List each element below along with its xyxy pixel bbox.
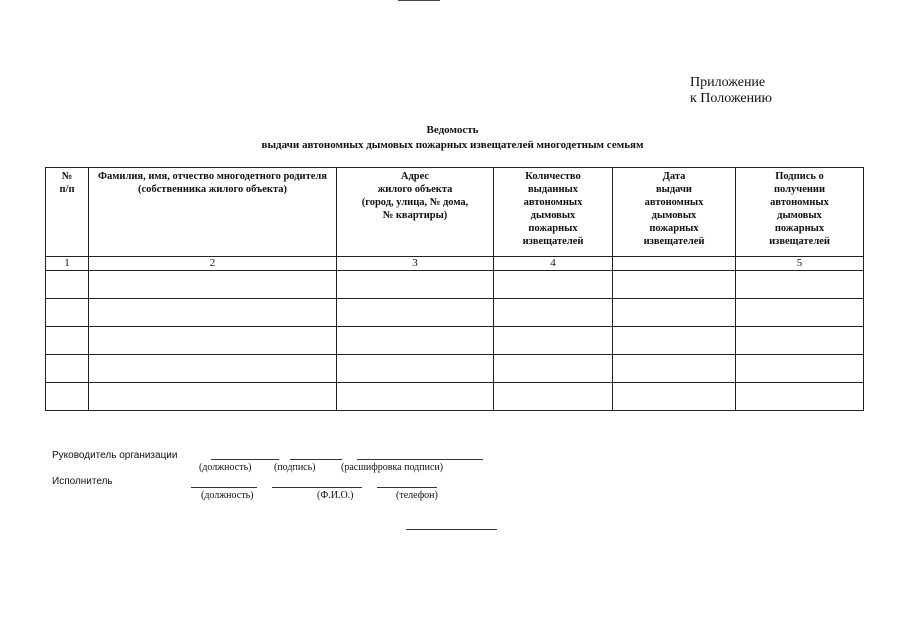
header-cell: [613, 168, 736, 257]
table-cell[interactable]: [494, 327, 613, 355]
header-cell: [46, 168, 89, 257]
header-cell: [337, 168, 494, 257]
header-cell: [89, 168, 337, 257]
table-cell[interactable]: [337, 383, 494, 411]
column-number: 1: [46, 257, 89, 271]
table-cell[interactable]: [337, 327, 494, 355]
header-quantity: Количество выданных автономных дымовых пожарных извещателей: [522, 171, 584, 247]
column-number-row: [46, 257, 864, 271]
document-subtitle: выдачи автономных дымовых пожарных извещателей многодетным семьям: [261, 139, 644, 151]
table-cell[interactable]: [46, 355, 89, 383]
table-cell[interactable]: [494, 355, 613, 383]
executor-name-line: [272, 487, 362, 488]
column-number: 3: [337, 257, 494, 271]
header-number: № п/п: [59, 171, 75, 195]
table-cell[interactable]: [337, 271, 494, 299]
table-cell[interactable]: [613, 383, 736, 411]
table-cell[interactable]: [89, 271, 337, 299]
header-date: Дата выдачи автономных дымовых пожарных извещателей: [643, 171, 705, 247]
document-title: Ведомость: [426, 124, 479, 136]
appendix-line-1: Приложение: [690, 75, 766, 90]
table-cell[interactable]: [736, 299, 864, 327]
register-table: [45, 167, 864, 411]
table-cell[interactable]: [89, 355, 337, 383]
column-number: [613, 257, 736, 271]
head-signature-caption: (подпись): [274, 462, 316, 473]
table-cell[interactable]: [736, 383, 864, 411]
executor-position-caption: (должность): [201, 490, 254, 501]
table-cell[interactable]: [89, 383, 337, 411]
head-decoding-caption: (расшифровка подписи): [341, 462, 444, 473]
table-row: [46, 355, 864, 383]
head-position-line: [211, 459, 279, 460]
table-cell[interactable]: [46, 271, 89, 299]
table-cell[interactable]: [494, 271, 613, 299]
header-cell: [736, 168, 864, 257]
table-row: [46, 383, 864, 411]
appendix-note: [690, 75, 772, 107]
table-cell[interactable]: [89, 327, 337, 355]
table-row: [46, 327, 864, 355]
executor-position-line: [191, 487, 257, 488]
table-cell[interactable]: [337, 355, 494, 383]
header-fullname: Фамилия, имя, отчество многодетного родителя (собственника жилого объекта): [97, 171, 327, 195]
executor-name-caption: (Ф.И.О.): [317, 490, 354, 501]
head-signature-line: [290, 459, 342, 460]
column-number: 4: [494, 257, 613, 271]
table-cell[interactable]: [736, 271, 864, 299]
header-cell: [494, 168, 613, 257]
table-cell[interactable]: [46, 383, 89, 411]
table-cell[interactable]: [46, 327, 89, 355]
top-rule: [398, 0, 440, 1]
table-cell[interactable]: [736, 327, 864, 355]
table-cell[interactable]: [494, 299, 613, 327]
header-address: Адрес жилого объекта (город, улица, № дома, № квартиры): [361, 171, 469, 221]
header-row: [46, 168, 864, 257]
table-cell[interactable]: [736, 355, 864, 383]
table-cell[interactable]: [613, 327, 736, 355]
head-position-caption: (должность): [199, 462, 252, 473]
column-number: 2: [89, 257, 337, 271]
table-row: [46, 271, 864, 299]
header-signature: Подпись о получении автономных дымовых пожарных извещателей: [769, 171, 830, 247]
table-cell[interactable]: [337, 299, 494, 327]
head-decoding-line: [357, 459, 483, 460]
appendix-line-2: к Положению: [690, 91, 773, 106]
head-label: Руководитель организации: [52, 450, 178, 461]
table-cell[interactable]: [494, 383, 613, 411]
column-number: 5: [736, 257, 864, 271]
table-cell[interactable]: [613, 271, 736, 299]
executor-phone-line: [377, 487, 437, 488]
executor-label: Исполнитель: [52, 476, 113, 487]
table-cell[interactable]: [89, 299, 337, 327]
table-cell[interactable]: [46, 299, 89, 327]
executor-phone-caption: (телефон): [396, 490, 438, 501]
table-cell[interactable]: [613, 355, 736, 383]
bottom-rule: [406, 529, 497, 530]
table-row: [46, 299, 864, 327]
table-cell[interactable]: [613, 299, 736, 327]
